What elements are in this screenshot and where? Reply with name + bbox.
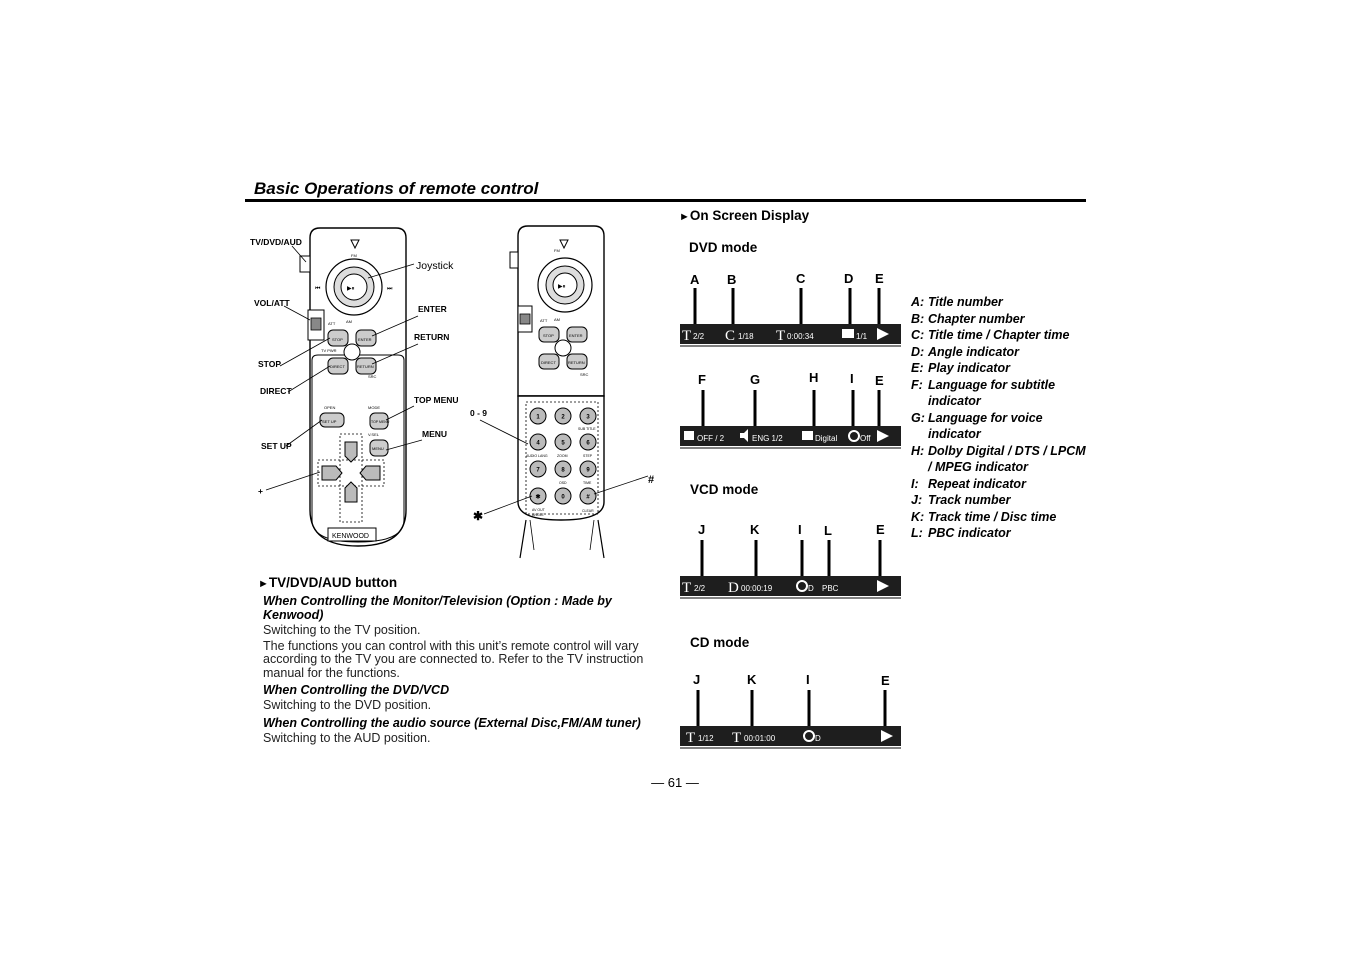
osd-letter-j: J <box>693 672 701 687</box>
block-1-text: Switching to the TV position. <box>263 623 421 637</box>
block-2-text: The functions you can control with this unit’s remote control will vary according to the TV you are connected to. Refer to the TV instruction manual for the functions. <box>263 638 644 680</box>
svg-text:Digital: Digital <box>815 434 838 443</box>
svg-text:ANGLE: ANGLE <box>532 513 544 517</box>
svg-text:STOP: STOP <box>332 337 343 342</box>
svg-text:8: 8 <box>561 467 565 474</box>
svg-text:STOP: STOP <box>543 333 554 338</box>
osd-letter-f: F <box>698 372 706 387</box>
triangle-bullet-icon: ► <box>258 578 269 590</box>
svg-text:5: 5 <box>561 440 565 447</box>
legend-item: B: Chapter number <box>911 311 1025 326</box>
osd-letter-e: E <box>876 522 885 537</box>
vcd-mode-label: VCD mode <box>690 482 759 497</box>
osd-letter-l: L <box>824 523 832 538</box>
svg-text:▶⏸: ▶⏸ <box>558 284 566 290</box>
cd-mode-label: CD mode <box>690 635 750 650</box>
track-t-icon: T <box>682 580 692 596</box>
title-t-icon: T <box>682 328 692 344</box>
svg-text:0: 0 <box>561 494 565 501</box>
svg-text:FM: FM <box>554 248 560 253</box>
svg-text:AV OUT: AV OUT <box>532 508 545 512</box>
block-3-text: Switching to the DVD position. <box>263 698 432 712</box>
svg-text:VOL/ATT: VOL/ATT <box>254 298 290 308</box>
legend-item: I: Repeat indicator <box>911 476 1026 491</box>
svg-text:TIME: TIME <box>583 481 592 485</box>
svg-text:ATT: ATT <box>328 321 336 326</box>
remote-control-figure <box>248 220 668 565</box>
section-heading: ►TV/DVD/AUD button <box>258 575 398 590</box>
svg-text:#: # <box>648 474 655 486</box>
svg-text:1/18: 1/18 <box>738 332 754 341</box>
dolby-icon <box>802 431 813 440</box>
block-3-heading: When Controlling the DVD/VCD <box>263 683 450 697</box>
svg-text:+: + <box>258 486 263 496</box>
svg-text:V.SEL: V.SEL <box>368 432 379 437</box>
legend-item: H: Dolby Digital / DTS / LPCM / MPEG indicator <box>911 443 1086 474</box>
svg-text:0:00:34: 0:00:34 <box>787 332 814 341</box>
svg-text:1: 1 <box>536 414 540 421</box>
osd-vcd-row <box>680 518 902 602</box>
legend-item: K: Track time / Disc time <box>911 509 1057 524</box>
svg-text:Off: Off <box>860 434 871 443</box>
legend-item: E: Play indicator <box>911 361 1010 375</box>
svg-text:TV/DVD/AUD: TV/DVD/AUD <box>250 237 302 247</box>
svg-text:D: D <box>808 584 814 593</box>
page-title: Basic Operations of remote control <box>254 179 539 198</box>
osd-letter-e: E <box>875 271 884 286</box>
svg-text:OPEN: OPEN <box>324 405 336 410</box>
svg-text:STOP: STOP <box>258 359 281 369</box>
osd-letter-d: D <box>844 271 854 286</box>
svg-text:MENU: MENU <box>422 429 448 439</box>
remote-closed <box>300 228 406 546</box>
remote1-fm-label: FM <box>351 253 357 258</box>
subtitle-icon <box>684 431 694 440</box>
svg-text:ATT: ATT <box>540 318 548 323</box>
osd-letter-h: H <box>809 370 819 385</box>
legend-item: J: Track number <box>911 493 1011 507</box>
svg-text:⏮: ⏮ <box>315 286 321 292</box>
osd-bar <box>680 576 901 596</box>
legend-item: G: Language for voice indicator <box>911 410 1043 441</box>
svg-text:CLEAR: CLEAR <box>582 509 594 513</box>
svg-text:3: 3 <box>586 414 590 421</box>
remote-illustration <box>248 220 668 565</box>
svg-text:ENTER: ENTER <box>418 304 447 314</box>
svg-text:AUDIO LANG: AUDIO LANG <box>526 454 548 458</box>
legend-item: C: Title time / Chapter time <box>911 328 1070 342</box>
osd-letter-e: E <box>881 673 890 688</box>
osd-cd-row <box>680 669 902 753</box>
remote-open <box>510 226 604 558</box>
svg-text:4: 4 <box>536 440 540 447</box>
triangle-bullet-icon: ► <box>679 211 690 223</box>
svg-text:2: 2 <box>561 414 565 421</box>
osd-letter-b: B <box>727 272 737 287</box>
legend-item: D: Angle indicator <box>911 344 1019 359</box>
svg-text:ENG 1/2: ENG 1/2 <box>752 434 783 443</box>
svg-text:AM: AM <box>346 319 352 324</box>
svg-text:DIRECT: DIRECT <box>541 360 556 365</box>
svg-text:TOP MENU: TOP MENU <box>414 395 459 405</box>
svg-text:6: 6 <box>586 440 590 447</box>
osd-letter-i: I <box>806 672 810 687</box>
track-t-icon: T <box>686 730 696 746</box>
dvd-mode-label: DVD mode <box>689 240 758 255</box>
svg-text:TOP MENU: TOP MENU <box>371 420 390 424</box>
page-number: — 61 — <box>651 775 699 790</box>
svg-text:0 - 9: 0 - 9 <box>470 408 488 418</box>
svg-text:#: # <box>586 494 590 501</box>
chapter-c-icon: C <box>725 328 736 344</box>
svg-text:DIRECT: DIRECT <box>330 364 345 369</box>
joystick-callout: Joystick <box>416 260 454 272</box>
svg-text:ENTER: ENTER <box>569 333 583 338</box>
osd-dvd-row-2 <box>680 366 902 452</box>
svg-text:DIRECT: DIRECT <box>260 386 292 396</box>
svg-text:SRC: SRC <box>368 374 377 379</box>
osd-letter-j: J <box>698 522 706 537</box>
svg-text:2/2: 2/2 <box>694 584 706 593</box>
time-t-icon: T <box>732 730 742 746</box>
osd-letter-k: K <box>750 522 760 537</box>
block-4-text: Switching to the AUD position. <box>263 730 431 745</box>
disc-d-icon: D <box>728 580 739 596</box>
svg-text:MODE: MODE <box>368 405 380 410</box>
svg-text:D: D <box>815 734 821 743</box>
osd-letter-g: G <box>750 372 761 387</box>
svg-text:RETURN: RETURN <box>568 360 585 365</box>
camera-angle-icon <box>842 329 854 338</box>
osd-letter-k: K <box>747 672 757 687</box>
svg-text:RETURN: RETURN <box>357 364 374 369</box>
osd-heading: ►On Screen Display <box>679 208 810 223</box>
svg-text:ENTER: ENTER <box>358 337 372 342</box>
svg-text:00:01:00: 00:01:00 <box>744 734 776 743</box>
svg-text:RETURN: RETURN <box>414 332 450 342</box>
svg-text:1/1: 1/1 <box>856 332 868 341</box>
osd-legend <box>911 294 1091 542</box>
svg-text:SET UP: SET UP <box>261 441 292 451</box>
block-1-heading: When Controlling the Monitor/Television (Option : Made by Kenwood) <box>263 594 612 622</box>
svg-text:SET UP: SET UP <box>322 419 337 424</box>
svg-text:⏭: ⏭ <box>387 286 393 292</box>
svg-text:AM: AM <box>554 317 560 322</box>
svg-text:SUB TITLE: SUB TITLE <box>578 427 596 431</box>
remote1-play-pause: ▶⏸ <box>347 286 355 292</box>
svg-text:SRC: SRC <box>580 372 589 377</box>
svg-text:PBC: PBC <box>822 584 839 593</box>
svg-text:✱: ✱ <box>473 509 484 523</box>
svg-text:00:00:19: 00:00:19 <box>741 584 773 593</box>
svg-text:OFF / 2: OFF / 2 <box>697 434 725 443</box>
block-4-heading: When Controlling the audio source (External Disc,FM/AM tuner) <box>263 715 641 730</box>
svg-text:ZOOM: ZOOM <box>557 454 568 458</box>
osd-letter-i: I <box>850 371 854 386</box>
legend-item: A: Title number <box>911 295 1003 309</box>
kenwood-logo: KENWOOD <box>332 533 369 540</box>
svg-text:2/2: 2/2 <box>693 332 705 341</box>
svg-text:MENU: MENU <box>372 446 384 451</box>
svg-text:1/12: 1/12 <box>698 734 714 743</box>
osd-letter-c: C <box>796 271 806 286</box>
osd-letter-a: A <box>690 272 700 287</box>
svg-text:STEP: STEP <box>583 454 593 458</box>
svg-text:7: 7 <box>536 467 540 474</box>
legend-item: F: Language for subtitle indicator <box>911 377 1056 408</box>
svg-text:TV PWR: TV PWR <box>321 348 337 353</box>
svg-text:✱: ✱ <box>535 494 541 501</box>
osd-letter-i: I <box>798 522 802 537</box>
legend-item: L: PBC indicator <box>911 526 1011 540</box>
title-rule <box>245 199 1086 202</box>
svg-text:OSD: OSD <box>559 481 567 485</box>
osd-dvd-row-1 <box>680 266 902 348</box>
svg-text:9: 9 <box>586 467 590 474</box>
tv-dvd-aud-section <box>258 575 658 745</box>
osd-letter-e: E <box>875 373 884 388</box>
time-t-icon: T <box>776 328 786 344</box>
